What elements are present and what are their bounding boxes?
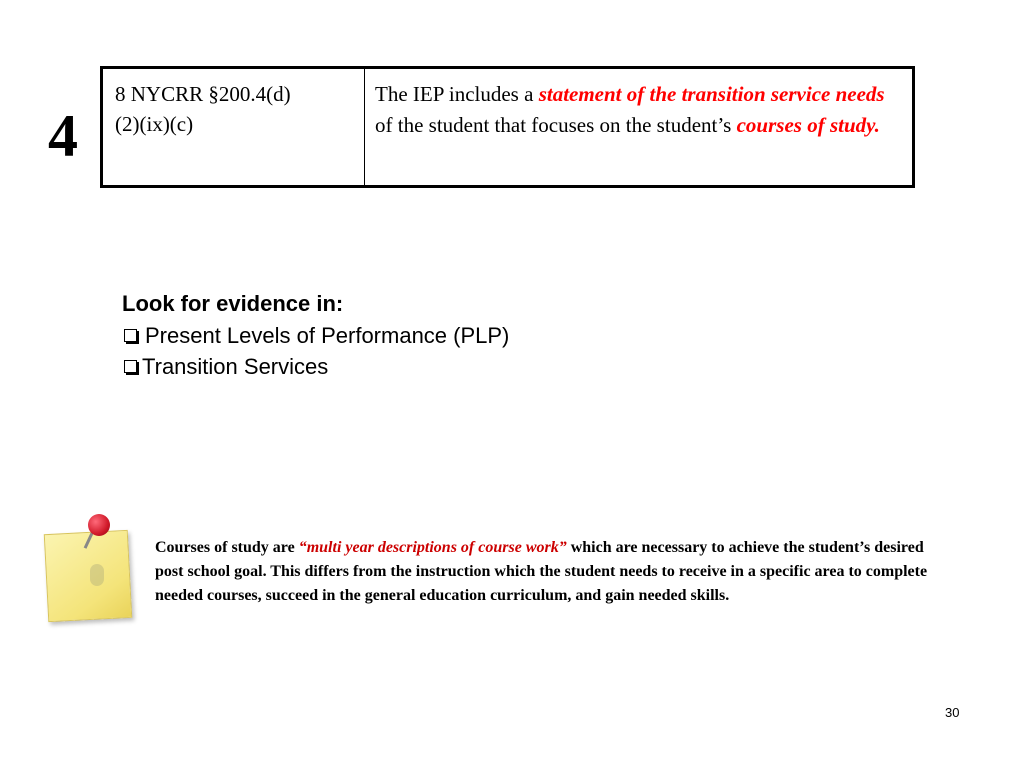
sticky-note-icon bbox=[40, 512, 136, 622]
citation-line-2: (2)(ix)(c) bbox=[115, 112, 194, 136]
note-text-1: Courses of study are bbox=[155, 539, 299, 556]
evidence-item bbox=[122, 320, 509, 351]
checkbox-icon bbox=[124, 360, 137, 373]
requirement-text-2: of the student that focuses on the student’s bbox=[375, 113, 737, 137]
evidence-item bbox=[122, 351, 509, 382]
evidence-section bbox=[122, 288, 509, 382]
requirement-text-1: The IEP includes a bbox=[375, 82, 539, 106]
requirement-cell bbox=[365, 69, 912, 185]
evidence-item-label: Transition Services bbox=[142, 354, 329, 379]
note-text bbox=[155, 536, 945, 608]
requirement-emphasis-2: courses of study bbox=[736, 113, 875, 137]
citation-cell bbox=[103, 69, 365, 185]
regulation-table bbox=[100, 66, 915, 188]
note-text-2: which are necessary to achieve the student’s desired post school goal. This differs from the instruction which the student needs to receive in a specific area to complete needed courses, succeed in the general education curriculum, and gain needed skills. bbox=[155, 539, 928, 604]
requirement-emphasis-1: statement of the transition service needs bbox=[538, 82, 885, 106]
item-number: 4 bbox=[48, 103, 78, 169]
requirement-text-3: . bbox=[874, 113, 880, 137]
citation-line-1: 8 NYCRR §200.4(d) bbox=[115, 82, 291, 106]
evidence-item-label: Present Levels of Performance (PLP) bbox=[145, 323, 510, 348]
page-number: 30 bbox=[945, 705, 960, 720]
evidence-heading: Look for evidence in: bbox=[122, 291, 344, 316]
checkbox-icon bbox=[124, 329, 137, 342]
pushpin-icon bbox=[88, 514, 110, 536]
note-quote: “multi year descriptions of course work” bbox=[298, 539, 567, 556]
pin-shadow bbox=[90, 564, 104, 586]
